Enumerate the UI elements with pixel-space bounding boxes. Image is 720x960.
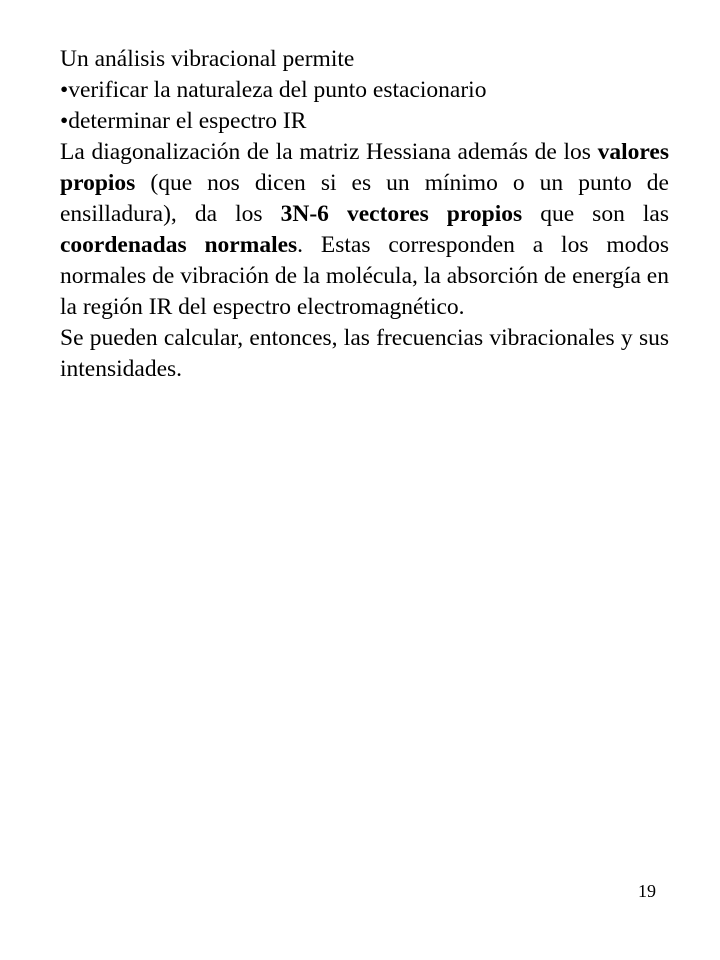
bullet-item-stationary-point: •verificar la naturaleza del punto estacionario [60,77,487,103]
frequencies-paragraph: Se pueden calcular, entonces, las frecuencias vibracionales y sus intensidades. [60,325,669,382]
hessian-paragraph [60,137,669,323]
bold-eigenvectors: 3N-6 vectores propios [280,201,523,227]
slide-content [60,44,669,385]
bold-normal-coordinates: coordenadas normales [60,232,298,258]
hessian-text-3: que son las [522,201,669,227]
hessian-text-1: La diagonalización de la matriz Hessiana además de los [60,139,598,165]
hessian-text-2: (que nos dicen si es un mínimo o un punto de ensilladura), da los [60,170,669,227]
intro-line: Un análisis vibracional permite [60,46,355,72]
bullet-item-ir-spectrum: •determinar el espectro IR [60,108,307,134]
hessian-text-4: . Estas corresponden a los modos normales de vibración de la molécula, la absorción de energía en la región IR del espectro electromagnético. [60,232,669,320]
page-number: 19 [638,881,656,901]
bold-eigenvalues: valores propios [60,139,669,196]
